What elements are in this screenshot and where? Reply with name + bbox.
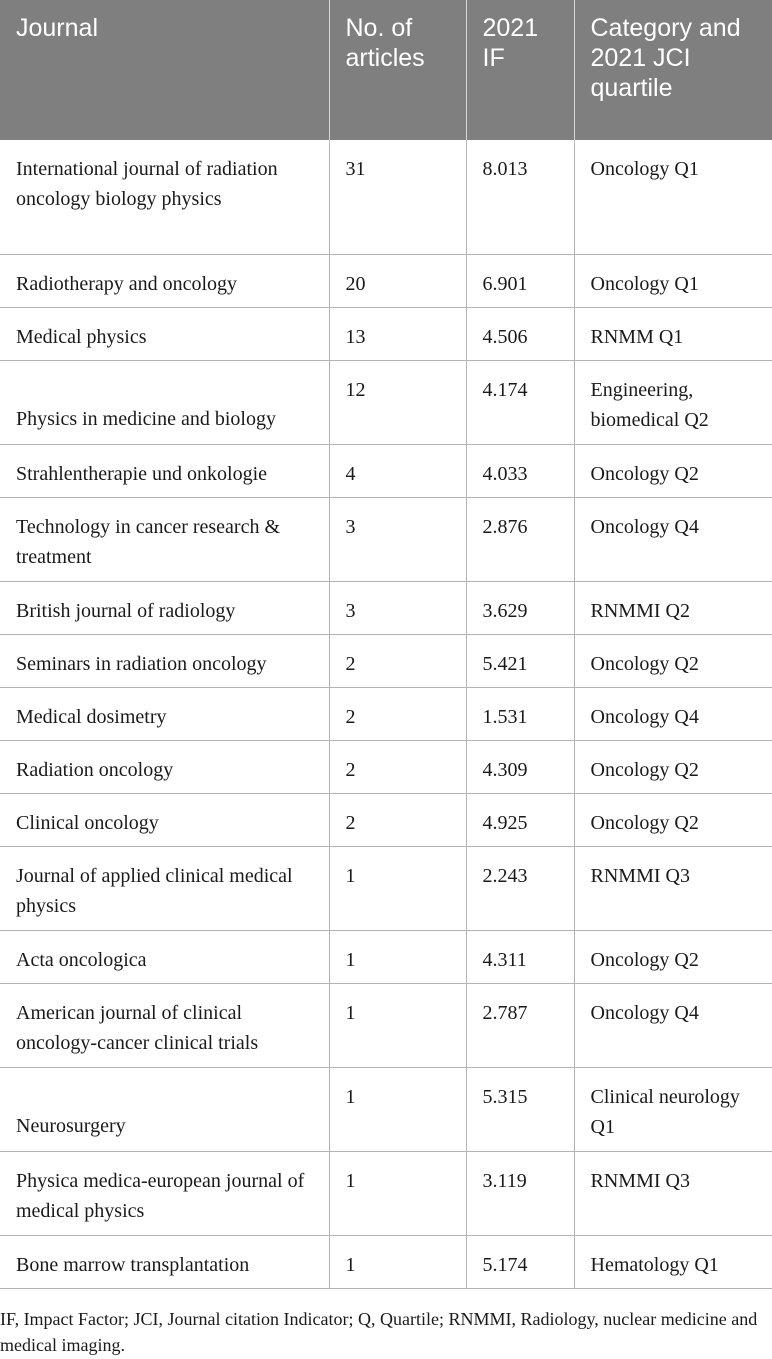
header-impact-factor: 2021 IF [466,0,574,140]
cell-category: Clinical neurology Q1 [574,1067,772,1151]
cell-impact-factor: 2.787 [466,983,574,1067]
table-row [0,254,772,307]
cell-journal: International journal of radiation oncology biology physics [0,140,329,254]
cell-journal: Clinical oncology [0,793,329,846]
table-row [0,1067,772,1151]
table-row [0,307,772,360]
cell-category: RNMMI Q2 [574,581,772,634]
cell-articles: 1 [329,846,466,930]
header-articles: No. of articles [329,0,466,140]
cell-category: RNMMI Q3 [574,1151,772,1235]
cell-articles: 1 [329,930,466,983]
cell-articles: 1 [329,1151,466,1235]
cell-articles: 1 [329,1235,466,1288]
cell-category: RNMM Q1 [574,307,772,360]
cell-journal: Radiotherapy and oncology [0,254,329,307]
cell-journal: Physica medica-european journal of medical physics [0,1151,329,1235]
table-row [0,793,772,846]
cell-category: Oncology Q4 [574,983,772,1067]
cell-journal: Physics in medicine and biology [0,360,329,444]
table-row [0,687,772,740]
cell-category: Oncology Q2 [574,444,772,497]
cell-category: RNMMI Q3 [574,846,772,930]
table-row [0,983,772,1067]
cell-impact-factor: 1.531 [466,687,574,740]
cell-journal: Strahlentherapie und onkologie [0,444,329,497]
cell-category: Oncology Q1 [574,254,772,307]
table-row [0,444,772,497]
cell-impact-factor: 2.876 [466,497,574,581]
cell-articles: 4 [329,444,466,497]
cell-articles: 3 [329,497,466,581]
cell-category: Oncology Q2 [574,634,772,687]
cell-journal: British journal of radiology [0,581,329,634]
cell-journal: Bone marrow transplantation [0,1235,329,1288]
cell-journal: Seminars in radiation oncology [0,634,329,687]
cell-impact-factor: 4.309 [466,740,574,793]
table-row [0,634,772,687]
cell-journal: Acta oncologica [0,930,329,983]
cell-category: Oncology Q2 [574,793,772,846]
cell-impact-factor: 5.174 [466,1235,574,1288]
cell-journal: Radiation oncology [0,740,329,793]
cell-impact-factor: 5.315 [466,1067,574,1151]
cell-journal: Journal of applied clinical medical physics [0,846,329,930]
cell-category: Oncology Q4 [574,497,772,581]
cell-articles: 3 [329,581,466,634]
cell-articles: 1 [329,983,466,1067]
cell-impact-factor: 4.311 [466,930,574,983]
cell-impact-factor: 3.629 [466,581,574,634]
table-row [0,1235,772,1288]
table-row [0,497,772,581]
cell-category: Hematology Q1 [574,1235,772,1288]
cell-articles: 2 [329,687,466,740]
table-row [0,581,772,634]
cell-journal: Technology in cancer research & treatment [0,497,329,581]
cell-articles: 1 [329,1067,466,1151]
cell-impact-factor: 4.174 [466,360,574,444]
cell-journal: Medical dosimetry [0,687,329,740]
header-journal: Journal [0,0,329,140]
cell-category: Oncology Q1 [574,140,772,254]
cell-articles: 31 [329,140,466,254]
cell-articles: 20 [329,254,466,307]
cell-journal: Medical physics [0,307,329,360]
table-body [0,140,772,1288]
cell-articles: 2 [329,793,466,846]
cell-impact-factor: 8.013 [466,140,574,254]
cell-category: Oncology Q4 [574,687,772,740]
header-category-quartile: Category and 2021 JCI quartile [574,0,772,140]
table-row [0,930,772,983]
cell-impact-factor: 4.033 [466,444,574,497]
table-row [0,740,772,793]
cell-impact-factor: 4.506 [466,307,574,360]
cell-journal: American journal of clinical oncology-cancer clinical trials [0,983,329,1067]
cell-category: Engineering, biomedical Q2 [574,360,772,444]
cell-impact-factor: 4.925 [466,793,574,846]
table-header-row [0,0,772,140]
table-row [0,360,772,444]
cell-impact-factor: 3.119 [466,1151,574,1235]
table-footnote: IF, Impact Factor; JCI, Journal citation Indicator; Q, Quartile; RNMMI, Radiology, nuclear medicine and medical imaging. [0,1309,758,1355]
cell-impact-factor: 5.421 [466,634,574,687]
cell-articles: 2 [329,740,466,793]
cell-impact-factor: 6.901 [466,254,574,307]
table-row [0,1151,772,1235]
cell-category: Oncology Q2 [574,740,772,793]
table-row [0,140,772,254]
cell-category: Oncology Q2 [574,930,772,983]
cell-articles: 13 [329,307,466,360]
cell-impact-factor: 2.243 [466,846,574,930]
cell-articles: 2 [329,634,466,687]
cell-articles: 12 [329,360,466,444]
cell-journal: Neurosurgery [0,1067,329,1151]
table-row [0,846,772,930]
